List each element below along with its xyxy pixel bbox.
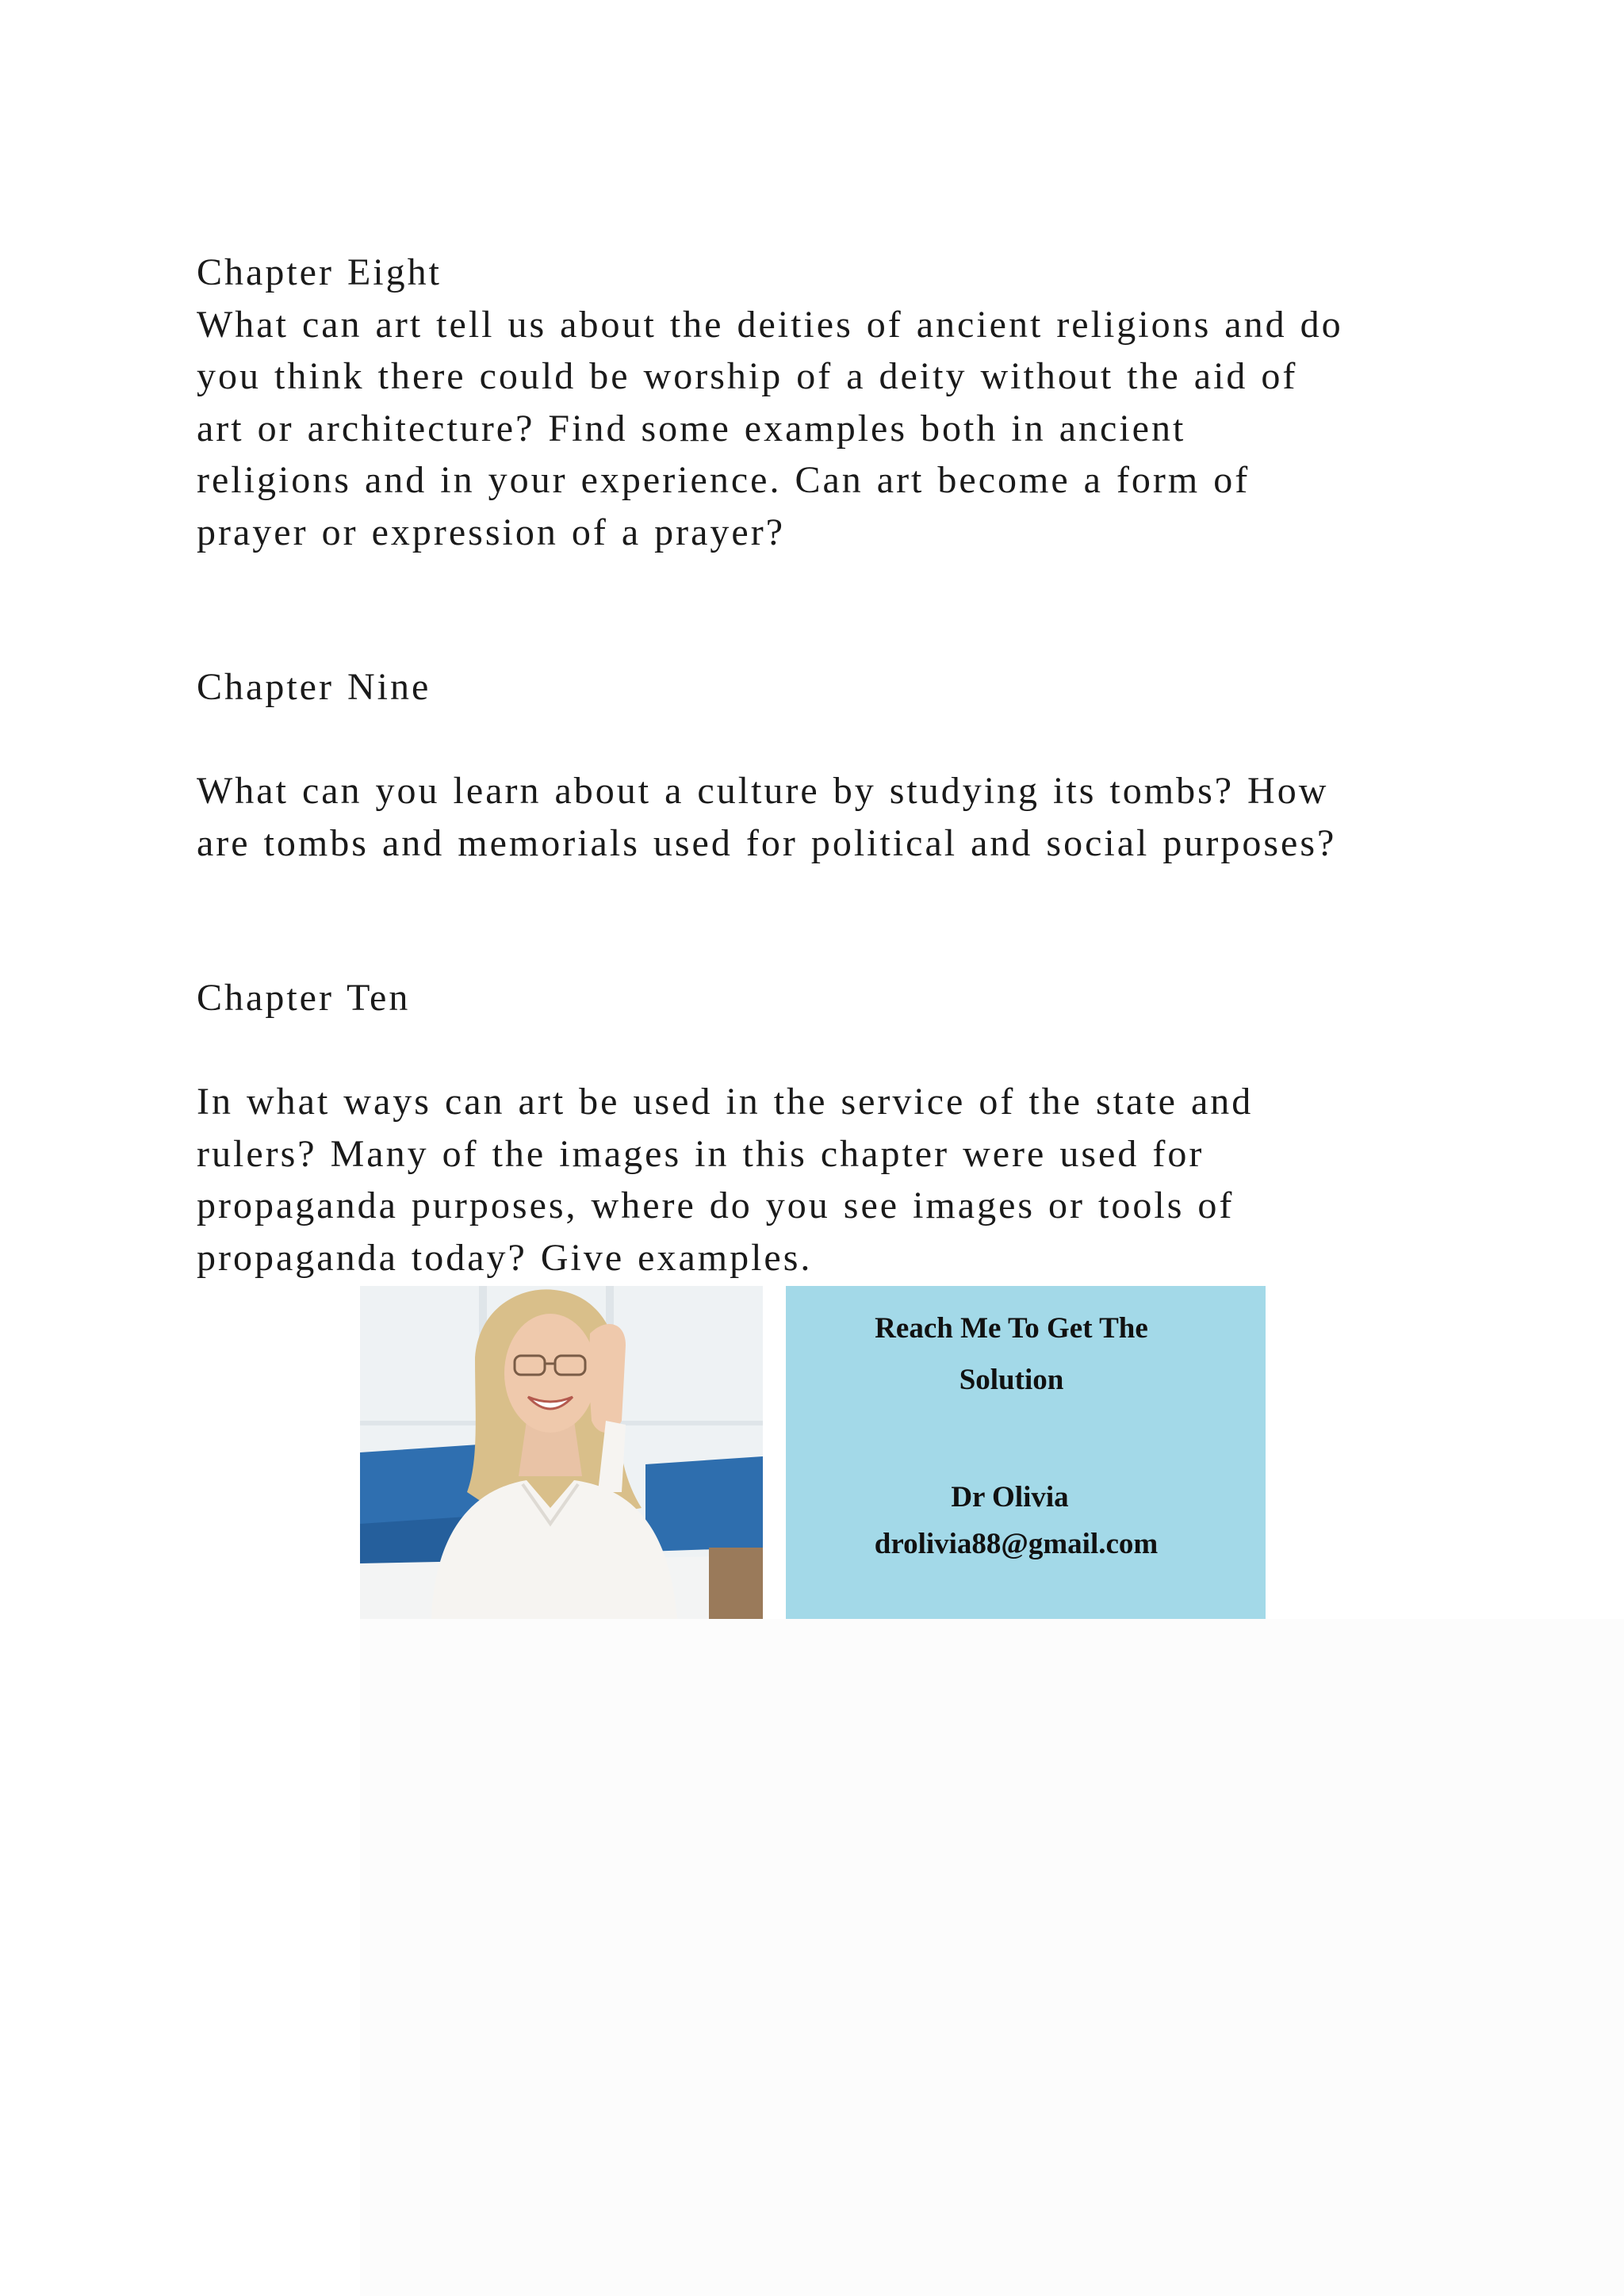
section-chapter-nine-body [197, 765, 1434, 869]
body-line: propaganda purposes, where do you see images or tools of [197, 1184, 1235, 1226]
section-chapter-nine-heading [197, 661, 1434, 714]
contact-card [786, 1286, 1266, 1619]
chapter-heading: Chapter Eight [197, 251, 442, 293]
card-headline: Reach Me To Get The [875, 1312, 1148, 1345]
section-chapter-ten-body [197, 1076, 1434, 1284]
chapter-heading: Chapter Nine [197, 666, 431, 708]
card-headline-cont: Solution [959, 1364, 1064, 1396]
background-tint [360, 1619, 1624, 2296]
body-line: What can you learn about a culture by studying its tombs? How [197, 770, 1329, 812]
contact-banner [360, 1286, 1266, 1619]
body-line: What can art tell us about the deities of ancient religions and do [197, 303, 1343, 346]
woman-portrait-photo [360, 1286, 763, 1619]
body-line: propaganda today? Give examples. [197, 1236, 813, 1279]
contact-name: Dr Olivia [951, 1481, 1069, 1513]
body-line: are tombs and memorials used for political and social purposes? [197, 821, 1337, 864]
chapter-heading: Chapter Ten [197, 977, 411, 1019]
contact-email[interactable]: drolivia88@gmail.com [874, 1528, 1159, 1560]
section-chapter-ten-heading [197, 972, 1434, 1024]
body-line: art or architecture? Find some examples both in ancient [197, 407, 1186, 450]
body-line: In what ways can art be used in the service of the state and [197, 1081, 1254, 1123]
body-line: prayer or expression of a prayer? [197, 511, 786, 553]
body-line: rulers? Many of the images in this chapter were used for [197, 1132, 1205, 1175]
body-line: you think there could be worship of a deity without the aid of [197, 355, 1298, 397]
section-chapter-eight [197, 247, 1434, 558]
body-line: religions and in your experience. Can art become a form of [197, 459, 1251, 501]
